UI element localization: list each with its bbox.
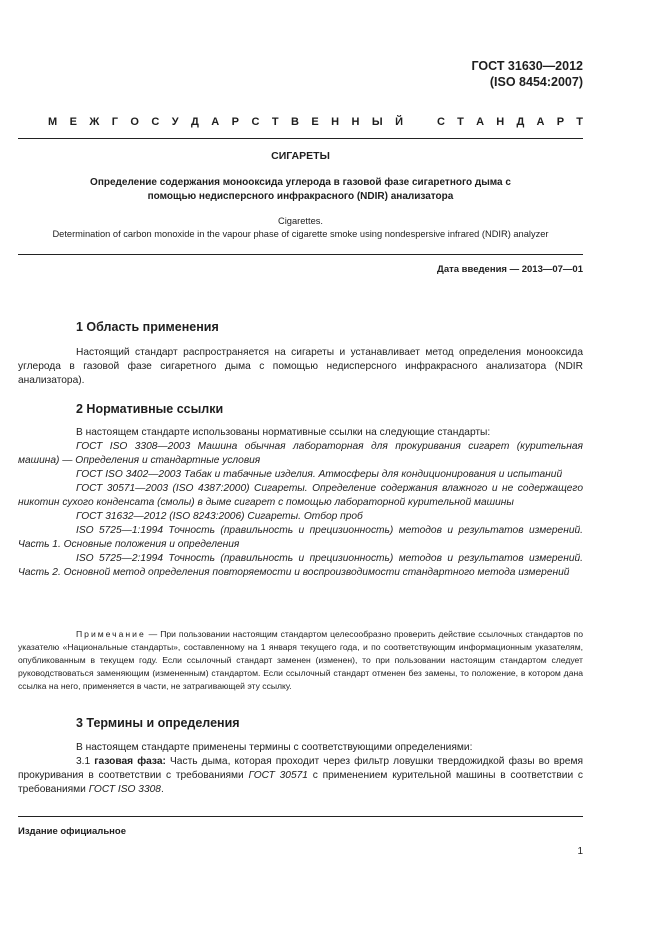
banner-letter: О — [130, 116, 139, 128]
banner-letter: Н — [331, 116, 340, 128]
section-3-intro: В настоящем стандарте применены термины с соответствующими определениями: — [76, 742, 473, 753]
standard-number-block — [471, 58, 583, 90]
subtitle-text: Определение содержания монооксида углерода в газовой фазе сигаретного дыма с помощью недисперсного инфракрасного (NDIR) анализатора — [90, 177, 511, 202]
banner-letter: Н — [351, 116, 360, 128]
section-1-heading: 1 Область применения — [76, 320, 219, 334]
banner-letter: Е — [69, 116, 77, 128]
iso-number: (ISO 8454:2007) — [489, 75, 583, 89]
section-1-body — [18, 346, 583, 388]
section-2-heading: 2 Нормативные ссылки — [76, 402, 224, 416]
english-title-line-2: Determination of carbon monoxide in the vapour phase of cigarette smoke using nondespersive infrared (NDIR) analyzer — [52, 229, 549, 239]
banner-letter: Д — [191, 116, 199, 128]
banner-letter: С — [437, 116, 445, 128]
banner-letter: Г — [111, 116, 118, 128]
banner-letter: В — [290, 116, 299, 128]
section-3-heading: 3 Термины и определения — [76, 716, 240, 730]
section-2-intro: В настоящем стандарте использованы нормативные ссылки на следующие стандарты: — [76, 427, 491, 438]
references-note — [18, 628, 583, 693]
banner-letter: Е — [311, 116, 319, 128]
banner-letter: Т — [576, 116, 583, 128]
definition-text: Часть дыма, которая проходит через фильтр ловушки твердожидкой фазы во время прокуривания в соответствии с требованиями — [18, 756, 583, 781]
section-1-paragraph: Настоящий стандарт распространяется на сигареты и устанавливает метод определения монооксида углерода в газовой фазе сигаретного дыма с помощью недисперсного инфракрасного анализатора (NDIR анализатора). — [18, 347, 583, 386]
reference-item: ISO 5725—1:1994 Точность (правильность и прецизионность) методов и результатов измерений. Часть 1. Основные положения и определения — [18, 525, 583, 550]
note-text: — При пользовании настоящим стандартом целесообразно проверить действие ссылочных стандартов по указателю «Национальные стандарты», составленному на 1 января текущего года, и по соответствующим информационным указателям, опубликованным в текущем году. Если ссылочный стандарт заменен (изменен), то при пользовании настоящим стандартом следует руководствоваться заменяющим (измененным) стандартом. Если ссылочный стандарт отменен без замены, то положение, в котором дана ссылка на него, применяется в части, не затрагивающей эту ссылку. — [18, 629, 583, 691]
banner-letter: Ы — [371, 116, 383, 128]
banner-letter: Ж — [89, 116, 100, 128]
banner-letter: М — [48, 116, 58, 128]
definition-ref: ГОСТ ISO 3308 — [88, 784, 161, 795]
banner-letter: С — [151, 116, 160, 128]
banner-letter: А — [536, 116, 545, 128]
section-3-body — [18, 741, 583, 797]
banner-letter: Т — [271, 116, 279, 128]
section-2-body — [18, 426, 583, 580]
banner-word-2 — [437, 116, 583, 128]
banner-letter: Т — [457, 116, 464, 128]
reference-item: ГОСТ 30571—2003 (ISO 4387:2000) Сигареты. Определение содержания влажного и не содержащего никотин сухого конденсата (смолы) в дыме сигарет с помощью лабораторной курительной машины — [18, 483, 583, 508]
banner-word-1 — [48, 116, 403, 128]
header-divider — [18, 138, 583, 139]
banner-letter: Н — [496, 116, 505, 128]
reference-item: ГОСТ 31632—2012 (ISO 8243:2006) Сигареты. Отбор проб — [76, 511, 363, 522]
definition-text: с применением курительной машины в соответствии с требованиями — [18, 770, 583, 795]
banner-letter: Й — [395, 116, 403, 128]
banner-letter: А — [211, 116, 220, 128]
reference-item: ГОСТ ISO 3308—2003 Машина обычная лабораторная для прокуривания сигарет (курительная машина) — Определения и стандартные условия — [18, 441, 583, 466]
interstate-standard-banner — [48, 116, 583, 128]
banner-letter: Р — [231, 116, 240, 128]
note-label: Примечание — [76, 629, 146, 639]
definition-text: . — [160, 784, 164, 795]
banner-letter: С — [251, 116, 260, 128]
document-subtitle — [18, 176, 583, 204]
standard-number: ГОСТ 31630—2012 — [471, 59, 583, 73]
banner-letter: А — [476, 116, 485, 128]
title-divider — [18, 254, 583, 255]
banner-letter: Р — [556, 116, 565, 128]
page-number: 1 — [577, 846, 583, 857]
english-title — [18, 215, 583, 241]
reference-item: ГОСТ ISO 3402—2003 Табак и табачные изделия. Атмосферы для кондиционирования и испытаний — [76, 469, 563, 480]
banner-letter: У — [171, 116, 179, 128]
document-title: СИГАРЕТЫ — [271, 150, 330, 162]
introduction-date: Дата введения — 2013—07—01 — [437, 264, 583, 275]
english-title-line-1: Cigarettes. — [278, 216, 323, 226]
reference-item: ISO 5725—2:1994 Точность (правильность и прецизионность) методов и результатов измерений. Часть 2. Основной метод определения повторяемости и воспроизводимости стандартного метода измерений — [18, 553, 583, 578]
official-edition-label: Издание официальное — [18, 826, 126, 837]
term-name: газовая фаза: — [94, 756, 166, 767]
term-definition — [18, 755, 583, 797]
definition-ref: ГОСТ 30571 — [248, 770, 308, 781]
term-number: 3.1 — [76, 756, 91, 767]
footer-divider — [18, 816, 583, 817]
banner-letter: Д — [516, 116, 525, 128]
